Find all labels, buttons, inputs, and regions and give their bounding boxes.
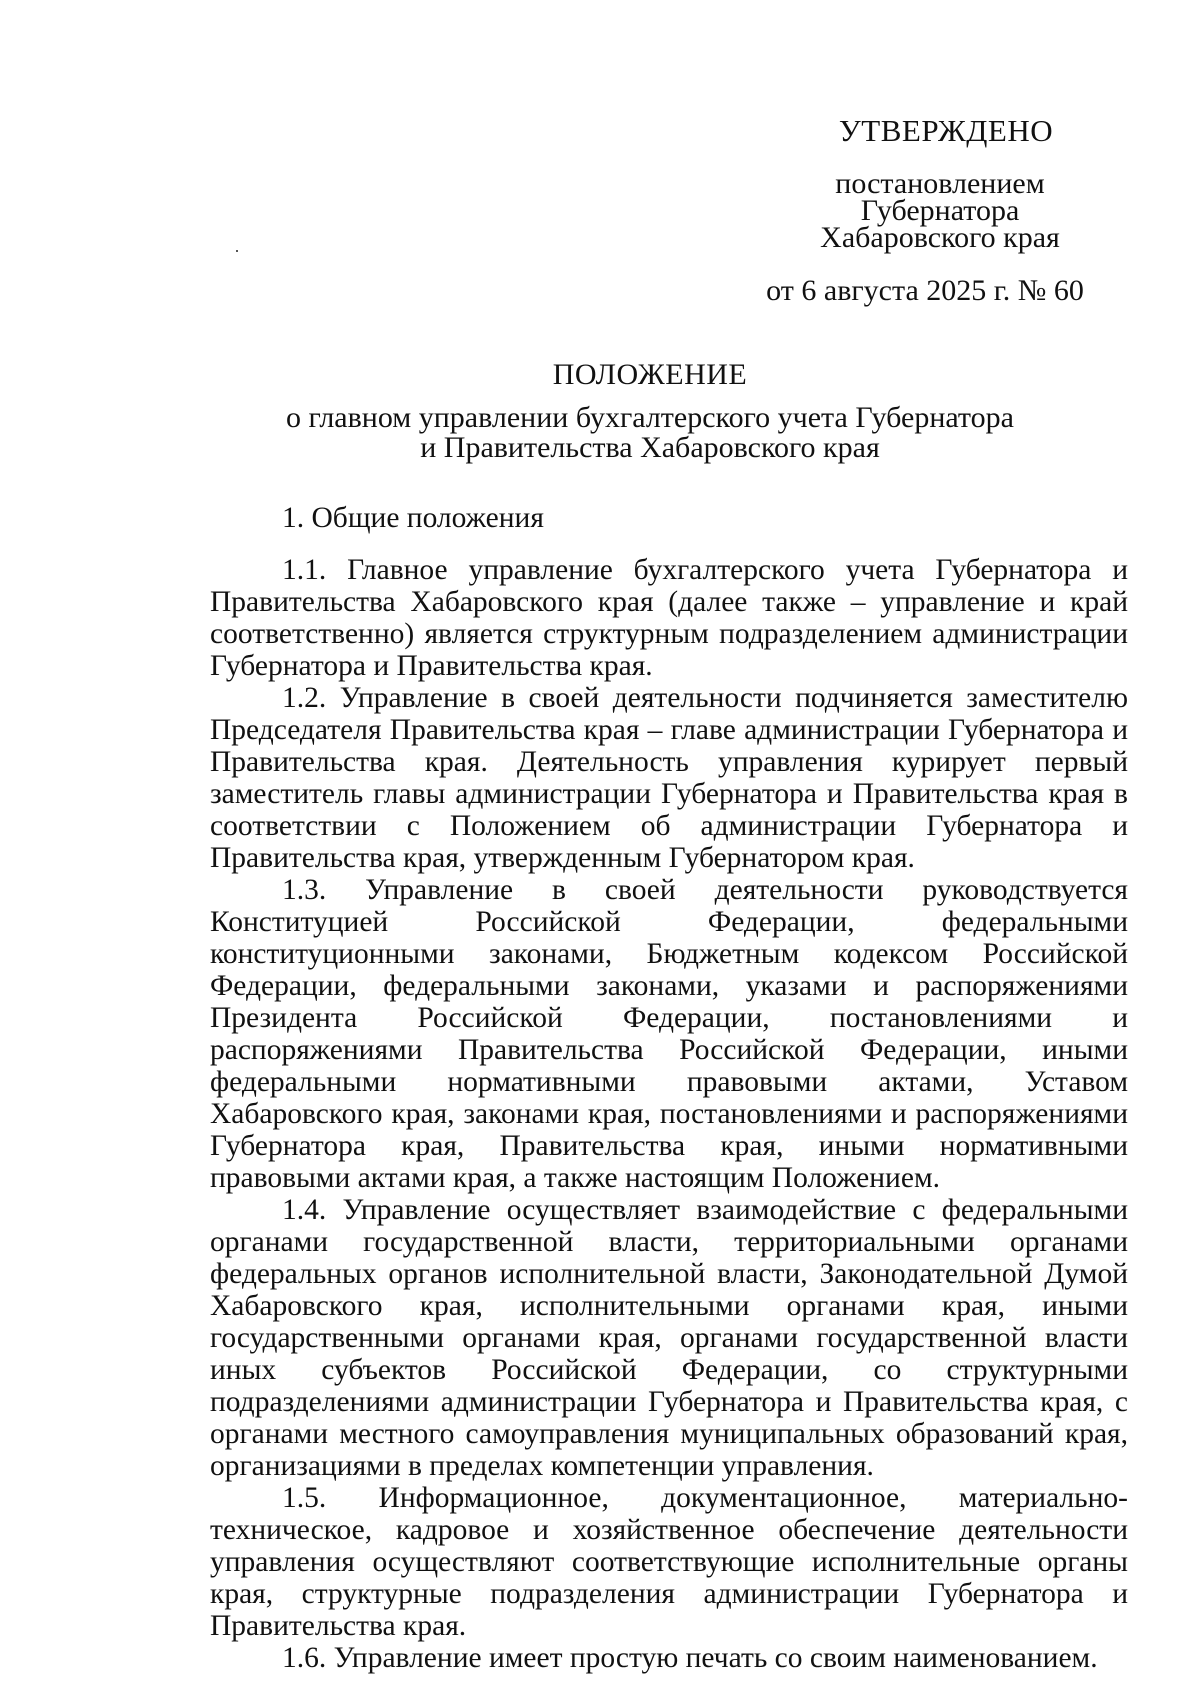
scan-speck — [236, 250, 238, 252]
approval-line-resolution: постановлением — [835, 167, 1045, 200]
document-title: ПОЛОЖЕНИЕ — [552, 358, 748, 391]
document-body — [210, 502, 1128, 1674]
approval-line-region: Хабаровского края — [820, 221, 1060, 254]
paragraph-1-6: 1.6. Управление имеет простую печать со своим наименованием. — [282, 1642, 1098, 1674]
approval-title: УТВЕРЖДЕНО — [838, 113, 1054, 148]
paragraph-1-4: 1.4. Управление осуществляет взаимодействие с федеральными органами государственной власти, территориальными органами федеральных органов исполнительной власти, Законодательной Думой Хабаровского края, исполнительными органами края, иными государственными органами края, органами государственной власти иных субъектов Российской Федерации, со структурными подразделениями администрации Губернатора и Правительства края, с органами местного самоуправления муниципальных образований края, организациями в пределах компетенции управления. — [210, 1194, 1128, 1482]
paragraph-1-2: 1.2. Управление в своей деятельности подчиняется заместителю Председателя Правительства края – главе администрации Губернатора и Правительства края. Деятельность управления курирует первый заместитель главы администрации Губернатора и Правительства края в соответствии с Положением об администрации Губернатора и Правительства края, утвержденным Губернатором края. — [210, 682, 1128, 874]
document-heading — [200, 355, 1100, 463]
document-subtitle-line-2: и Правительства Хабаровского края — [420, 431, 880, 464]
paragraph-1-1: 1.1. Главное управление бухгалтерского учета Губернатора и Правительства Хабаровского края (далее также – управление и край соответственно) является структурным подразделением администрации Губернатора и Правительства края. — [210, 554, 1128, 682]
paragraph-1-5: 1.5. Информационное, документационное, материально-техническое, кадровое и хозяйственное обеспечение деятельности управления осуществляют соответствующие исполнительные органы края, структурные подразделения администрации Губернатора и Правительства края. — [210, 1482, 1128, 1642]
paragraph-1-3: 1.3. Управление в своей деятельности руководствуется Конституцией Российской Федерации, федеральными конституционными законами, Бюджетным кодексом Российской Федерации, федеральными законами, указами и распоряжениями Президента Российской Федерации, постановлениями и распоряжениями Правительства Российской Федерации, иными федеральными нормативными правовыми актами, Уставом Хабаровского края, законами края, постановлениями и распоряжениями Губернатора края, Правительства края, иными нормативными правовыми актами края, а также настоящим Положением. — [210, 874, 1128, 1194]
document-subtitle-line-1: о главном управлении бухгалтерского учета Губернатора — [286, 401, 1014, 434]
approval-block — [766, 110, 1100, 307]
section-heading: 1. Общие положения — [282, 502, 544, 534]
approval-date: от 6 августа 2025 г. № 60 — [766, 274, 1084, 307]
approval-line-governor: Губернатора — [860, 194, 1020, 227]
